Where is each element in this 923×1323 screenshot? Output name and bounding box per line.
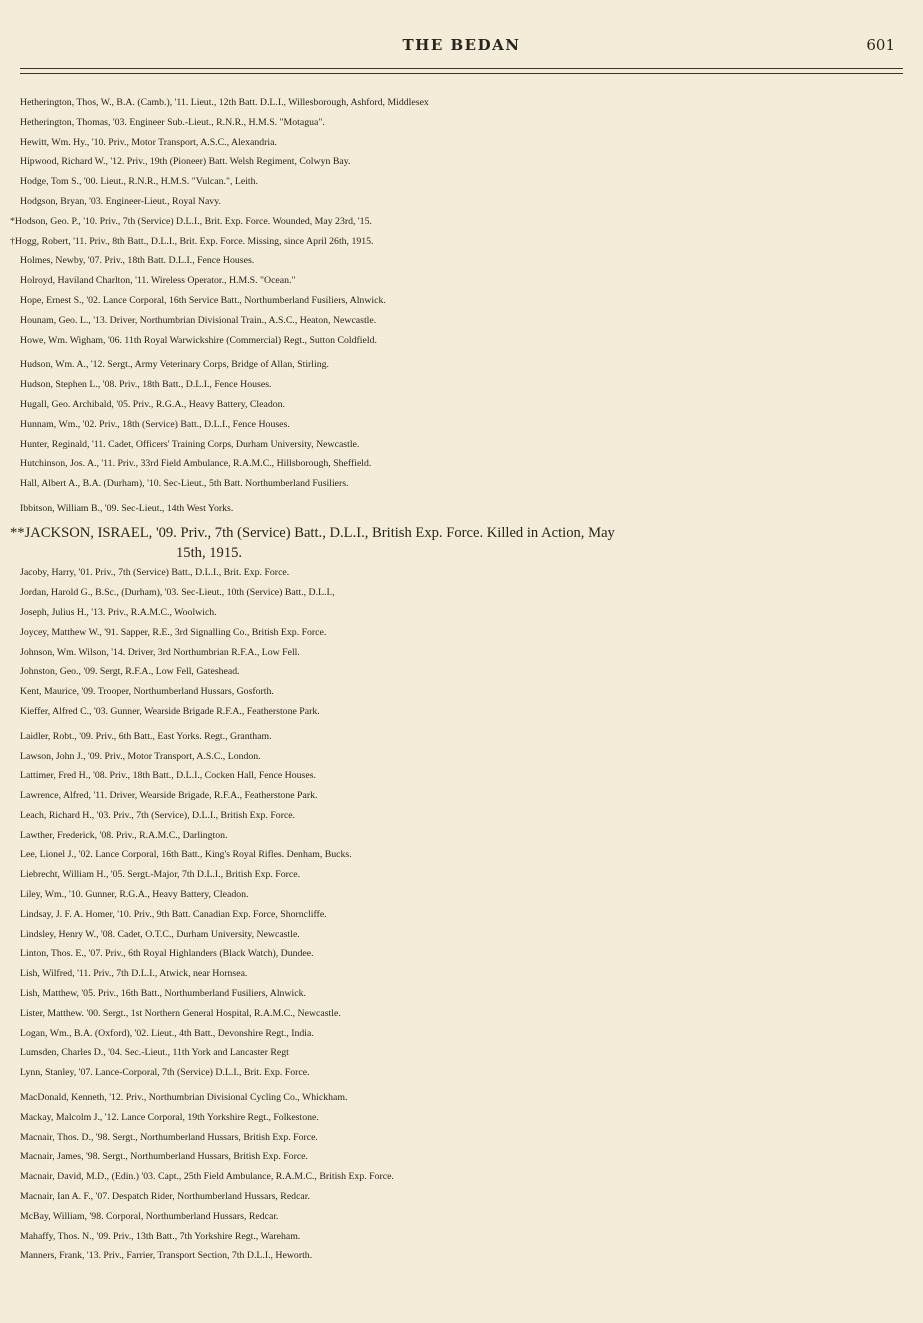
page-header-title: THE BEDAN [402,36,521,54]
list-item: Liley, Wm., '10. Gunner, R.G.A., Heavy Battery, Cleadon. [20,889,249,901]
list-item: *Hodson, Geo. P., '10. Priv., 7th (Service) D.L.I., Brit. Exp. Force. Wounded, May 23rd, '15. [10,215,372,227]
list-item: Lindsley, Henry W., '08. Cadet, O.T.C., Durham University, Newcastle. [20,928,300,940]
list-item: Mahaffy, Thos. N., '09. Priv., 13th Batt., 7th Yorkshire Regt., Wareham. [20,1230,301,1242]
list-item: Howe, Wm. Wigham, '06. 11th Royal Warwickshire (Commercial) Regt., Sutton Coldfield. [20,334,377,346]
list-item: Hodgson, Bryan, '03. Engineer-Lieut., Royal Navy. [20,195,221,207]
list-item: MacDonald, Kenneth, '12. Priv., Northumbrian Divisional Cycling Co., Whickham. [20,1092,348,1104]
list-item: Jordan, Harold G., B.Sc., (Durham), '03. Sec-Lieut., 10th (Service) Batt., D.L.I., [20,587,335,599]
list-item-killed-in-action [0,524,923,564]
list-item: Hetherington, Thos, W., B.A. (Camb.), '11. Lieut., 12th Batt. D.L.I., Willesborough, Ashford, Middlesex [20,97,429,108]
list-item: Lumsden, Charles D., '04. Sec.-Lieut., 11th York and Lancaster Regt [20,1047,289,1059]
list-item: Hudson, Stephen L., '08. Priv., 18th Batt., D.L.I., Fence Houses. [20,379,272,391]
list-item: Lawson, John J., '09. Priv., Motor Transport, A.S.C., London. [20,750,261,762]
list-item: Lawrence, Alfred, '11. Driver, Wearside Brigade, R.F.A., Featherstone Park. [20,790,318,802]
list-item: Jacoby, Harry, '01. Priv., 7th (Service) Batt., D.L.I., Brit. Exp. Force. [20,567,290,579]
roll-of-service-list [0,93,923,1266]
list-item: Macnair, Thos. D., '98. Sergt., Northumberland Hussars, British Exp. Force. [20,1131,318,1143]
list-item: Hodge, Tom S., '00. Lieut., R.N.R., H.M.S. "Vulcan.", Leith. [20,176,258,188]
list-item: Lindsay, J. F. A. Homer, '10. Priv., 9th Batt. Canadian Exp. Force, Shorncliffe. [20,908,327,920]
list-item: Lish, Wilfred, '11. Priv., 7th D.L.I., Atwick, near Hornsea. [20,968,248,980]
list-item: Hugall, Geo. Archibald, '05. Priv., R.G.A., Heavy Battery, Cleadon. [20,398,285,410]
list-item: Kent, Maurice, '09. Trooper, Northumberland Hussars, Gosforth. [20,686,274,698]
list-item: †Hogg, Robert, '11. Priv., 8th Batt., D.L.I., Brit. Exp. Force. Missing, since April 26th, 1915. [10,235,374,247]
list-item: McBay, William, '98. Corporal, Northumberland Hussars, Redcar. [20,1210,279,1222]
page-number: 601 [866,36,895,54]
list-item-continuation: 15th, 1915. [176,544,243,561]
list-item: Hipwood, Richard W., '12. Priv., 19th (Pioneer) Batt. Welsh Regiment, Colwyn Bay. [20,156,351,168]
list-item-text: **JACKSON, ISRAEL, '09. Priv., 7th (Service) Batt., D.L.I., British Exp. Force. Killed in Action, May [10,524,615,541]
list-item: Mackay, Malcolm J., '12. Lance Corporal, 19th Yorkshire Regt., Folkestone. [20,1111,319,1123]
list-item: Ibbitson, William B., '09. Sec-Lieut., 14th West Yorks. [20,502,234,514]
list-item: Hewitt, Wm. Hy., '10. Priv., Motor Transport, A.S.C., Alexandria. [20,136,277,148]
list-item: Kieffer, Alfred C., '03. Gunner, Wearside Brigade R.F.A., Featherstone Park. [20,705,320,717]
list-item: Macnair, Ian A. F., '07. Despatch Rider, Northumberland Hussars, Redcar. [20,1191,310,1203]
list-item: Lattimer, Fred H., '08. Priv., 18th Batt., D.L.I., Cocken Hall, Fence Houses. [20,770,316,782]
list-item: Hunnam, Wm., '02. Priv., 18th (Service) Batt., D.L.I., Fence Houses. [20,418,290,430]
list-item: Lish, Matthew, '05. Priv., 16th Batt., Northumberland Fusiliers, Alnwick. [20,988,306,1000]
list-item: Linton, Thos. E., '07. Priv., 6th Royal Highlanders (Black Watch), Dundee. [20,948,314,960]
list-item: Liebrecht, William H., '05. Sergt.-Major, 7th D.L.I., British Exp. Force. [20,869,301,881]
list-item: Leach, Richard H., '03. Priv., 7th (Service), D.L.I., British Exp. Force. [20,809,296,821]
header-rule-secondary [20,73,903,74]
list-item: Hall, Albert A., B.A. (Durham), '10. Sec-Lieut., 5th Batt. Northumberland Fusiliers. [20,478,349,490]
list-item: Hunter, Reginald, '11. Cadet, Officers' Training Corps, Durham University, Newcastle. [20,438,360,450]
list-item: Hounam, Geo. L., '13. Driver, Northumbrian Divisional Train., A.S.C., Heaton, Newcastle. [20,314,377,326]
list-item: Macnair, David, M.D., (Edin.) '03. Capt., 25th Field Ambulance, R.A.M.C., British Exp. Force. [20,1171,394,1183]
list-item: Hudson, Wm. A., '12. Sergt., Army Veterinary Corps, Bridge of Allan, Stirling. [20,359,329,371]
list-item: Holroyd, Haviland Charlton, '11. Wireless Operator., H.M.S. "Ocean." [20,275,296,287]
list-item: Johnson, Wm. Wilson, '14. Driver, 3rd Northumbrian R.F.A., Low Fell. [20,646,300,658]
list-item: Joseph, Julius H., '13. Priv., R.A.M.C., Woolwich. [20,606,217,618]
list-item: Hope, Ernest S., '02. Lance Corporal, 16th Service Batt., Northumberland Fusiliers, Alnwick. [20,294,386,306]
list-item: Lister, Matthew. '00. Sergt., 1st Northern General Hospital, R.A.M.C., Newcastle. [20,1007,341,1019]
list-item: Joycey, Matthew W., '91. Sapper, R.E., 3rd Signalling Co., British Exp. Force. [20,626,327,638]
list-item: Johnston, Geo., '09. Sergt, R.F.A., Low Fell, Gateshead. [20,666,240,678]
list-item: Laidler, Robt., '09. Priv., 6th Batt., East Yorks. Regt., Grantham. [20,730,272,742]
list-item: Lawther, Frederick, '08. Priv., R.A.M.C., Darlington. [20,829,228,841]
list-item: Lee, Lionel J., '02. Lance Corporal, 16th Batt., King's Royal Rifles. Denham, Bucks. [20,849,352,861]
list-item: Macnair, James, '98. Sergt., Northumberland Hussars, British Exp. Force. [20,1151,308,1163]
header-rule [20,68,903,69]
list-item: Logan, Wm., B.A. (Oxford), '02. Lieut., 4th Batt., Devonshire Regt., India. [20,1027,314,1039]
list-item: Lynn, Stanley, '07. Lance-Corporal, 7th (Service) D.L.I., Brit. Exp. Force. [20,1067,310,1079]
list-item: Hutchinson, Jos. A., '11. Priv., 33rd Field Ambulance, R.A.M.C., Hillsborough, Sheffield. [20,458,372,470]
list-item: Hetherington, Thomas, '03. Engineer Sub.-Lieut., R.N.R., H.M.S. "Motagua". [20,116,325,128]
list-item: Manners, Frank, '13. Priv., Farrier, Transport Section, 7th D.L.I., Heworth. [20,1250,313,1262]
list-item: Holmes, Newby, '07. Priv., 18th Batt. D.L.I., Fence Houses. [20,255,255,267]
